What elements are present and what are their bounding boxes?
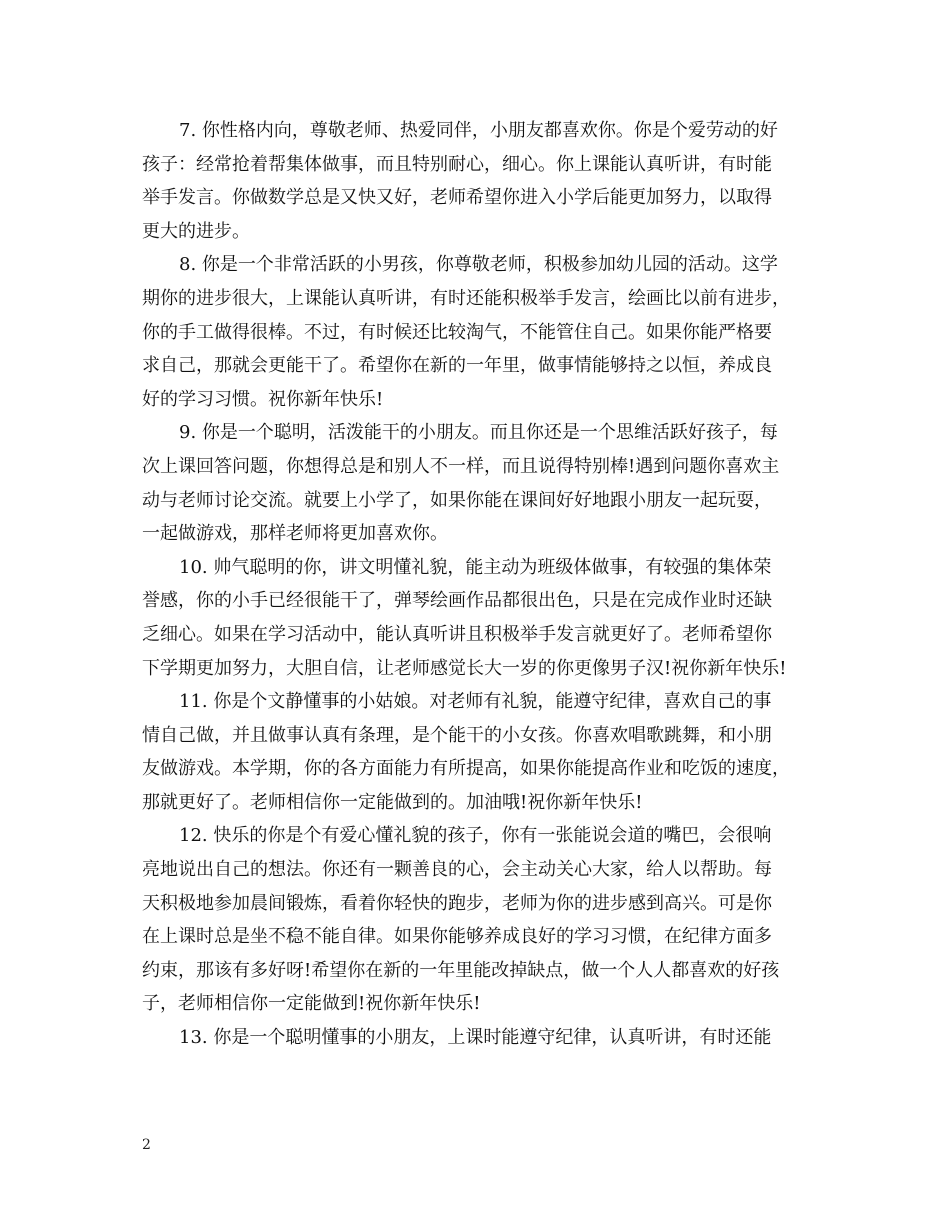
text-line: 期你的进步很大，上课能认真听讲，有时还能积极举手发言，绘画比以前有进步， — [142, 287, 790, 309]
text-line: 好的学习习惯。祝你新年快乐! — [142, 388, 384, 410]
text-line: 那就更好了。老师相信你一定能做到的。加油哦!祝你新年快乐! — [142, 791, 643, 813]
text-line: 乏细心。如果在学习活动中，能认真听讲且积极举手发言就更好了。老师希望你 — [142, 623, 772, 645]
text-line: 8. 你是一个非常活跃的小男孩，你尊敬老师，积极参加幼儿园的活动。这学 — [179, 254, 778, 276]
text-line: 9. 你是一个聪明，活泼能干的小朋友。而且你还是一个思维活跃好孩子，每 — [179, 422, 778, 444]
text-line: 13. 你是一个聪明懂事的小朋友，上课时能遵守纪律，认真听讲，有时还能 — [179, 1027, 772, 1049]
text-line: 天积极地参加晨间锻炼，看着你轻快的跑步，老师为你的进步感到高兴。可是你 — [142, 892, 772, 914]
text-line: 求自己，那就会更能干了。希望你在新的一年里，做事情能够持之以恒，养成良 — [142, 355, 772, 377]
text-line: 12. 快乐的你是个有爱心懂礼貌的孩子，你有一张能说会道的嘴巴，会很响 — [179, 825, 772, 847]
paragraph-8 — [142, 248, 810, 416]
text-line: 10. 帅气聪明的你，讲文明懂礼貌，能主动为班级体做事，有较强的集体荣 — [179, 556, 772, 578]
text-line: 下学期更加努力，大胆自信，让老师感觉长大一岁的你更像男子汉!祝你新年快乐! — [142, 657, 787, 679]
text-line: 11. 你是个文静懂事的小姑娘。对老师有礼貌，能遵守纪律，喜欢自己的事 — [179, 691, 772, 713]
text-line: 举手发言。你做数学总是又快又好，老师希望你进入小学后能更加努力，以取得 — [142, 187, 772, 209]
paragraph-9 — [142, 416, 810, 550]
paragraph-7 — [142, 114, 810, 248]
page-number: 2 — [142, 1137, 151, 1153]
text-line: 誉感，你的小手已经很能干了，弹琴绘画作品都很出色，只是在完成作业时还缺 — [142, 590, 772, 612]
text-line: 7. 你性格内向，尊敬老师、热爱同伴，小朋友都喜欢你。你是个爱劳动的好 — [179, 120, 778, 141]
text-line: 情自己做，并且做事认真有条理，是个能干的小女孩。你喜欢唱歌跳舞，和小朋 — [142, 724, 772, 746]
text-line: 一起做游戏，那样老师将更加喜欢你。 — [142, 523, 448, 545]
paragraph-11 — [142, 685, 810, 819]
text-line: 动与老师讨论交流。就要上小学了，如果你能在课间好好地跟小朋友一起玩耍， — [142, 489, 772, 511]
text-line: 在上课时总是坐不稳不能自律。如果你能够养成良好的学习习惯，在纪律方面多 — [142, 926, 772, 948]
text-line: 友做游戏。本学期，你的各方面能力有所提高，如果你能提高作业和吃饭的速度， — [142, 758, 790, 780]
paragraph-13 — [142, 1021, 810, 1055]
text-line: 孩子：经常抢着帮集体做事，而且特别耐心，细心。你上课能认真听讲，有时能 — [142, 153, 772, 175]
text-line: 子，老师相信你一定能做到!祝你新年快乐! — [142, 993, 481, 1015]
document-body — [142, 114, 810, 1055]
paragraph-10 — [142, 551, 810, 685]
text-line: 你的手工做得很棒。不过，有时候还比较淘气，不能管住自己。如果你能严格要 — [142, 321, 772, 343]
text-line: 亮地说出自己的想法。你还有一颗善良的心，会主动关心大家，给人以帮助。每 — [142, 859, 772, 881]
text-line: 次上课回答问题，你想得总是和别人不一样，而且说得特别棒!遇到问题你喜欢主 — [142, 455, 780, 477]
paragraph-12 — [142, 819, 810, 1021]
text-line: 更大的进步。 — [142, 220, 250, 242]
text-line: 约束，那该有多好呀!希望你在新的一年里能改掉缺点，做一个人人都喜欢的好孩 — [142, 959, 780, 981]
